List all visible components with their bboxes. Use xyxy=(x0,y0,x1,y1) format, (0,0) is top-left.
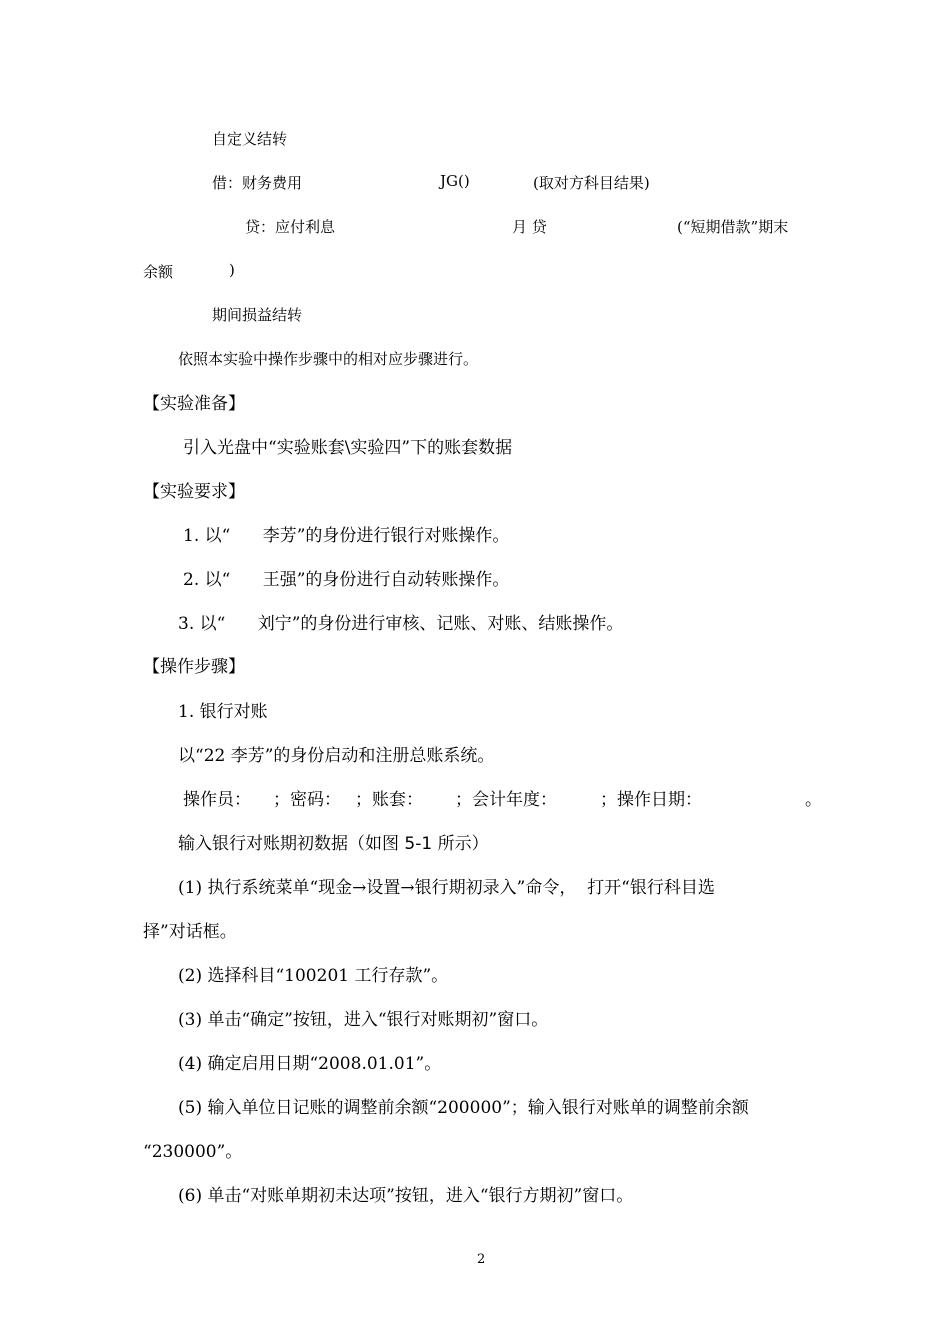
subsection-title: 输入银行对账期初数据（如图 5-1 所示） xyxy=(178,834,489,854)
period-pl-transfer-heading: 期间损益结转 xyxy=(212,306,303,324)
step1-login-text: 以“22 李芳”的身份启动和注册总账系统。 xyxy=(178,746,495,766)
debit-line-formula: JG() xyxy=(440,172,470,190)
req-section-title: 【实验要求】 xyxy=(143,482,245,502)
step-paragraph: (2) 选择科目“100201 工行存款”。 xyxy=(178,966,449,986)
step-paragraph: (3) 单击“确定”按钮，进入“银行对账期初”窗口。 xyxy=(178,1010,549,1030)
step-paragraph-cont: “230000”。 xyxy=(143,1142,243,1162)
step-paragraph: (5) 输入单位日记账的调整前余额“200000”；输入银行对账单的调整前余额 xyxy=(178,1098,749,1118)
step-paragraph: (4) 确定启用日期“2008.01.01”。 xyxy=(178,1054,442,1074)
instruction-text: 依照本实验中操作步骤中的相对应步骤进行。 xyxy=(178,350,479,368)
req-item: 1. 以“ 李芳”的身份进行银行对账操作。 xyxy=(183,526,510,546)
steps-section-title: 【操作步骤】 xyxy=(143,657,245,677)
custom-transfer-heading: 自定义结转 xyxy=(212,130,288,148)
req-item: 2. 以“ 王强”的身份进行自动转账操作。 xyxy=(183,570,510,590)
debit-line-label: 借：财务费用 xyxy=(212,174,303,192)
credit-line-formula: 月 贷 xyxy=(512,218,547,236)
debit-line-note: (取对方科目结果) xyxy=(533,174,650,192)
operator-label: 操作员： xyxy=(183,790,251,810)
step1-title: 1. 银行对账 xyxy=(178,702,268,722)
step-paragraph-cont: 择”对话框。 xyxy=(143,922,237,942)
credit-line-note: (“短期借款”期末 xyxy=(677,218,789,236)
credit-line-note-close: ) xyxy=(229,261,235,279)
password-label: ；密码： xyxy=(273,790,341,810)
credit-line-note-cont: 余额 xyxy=(143,263,174,281)
req-item: 3. 以“ 刘宁”的身份进行审核、记账、对账、结账操作。 xyxy=(178,614,624,634)
operation-date-label: ；操作日期： xyxy=(600,790,702,810)
account-label: ；账套： xyxy=(355,790,423,810)
page-number: 2 xyxy=(477,1252,486,1267)
credit-line-label: 贷：应付利息 xyxy=(245,218,336,236)
step-paragraph: (6) 单击“对账单期初未达项”按钮，进入“银行方期初”窗口。 xyxy=(178,1186,634,1206)
prep-section-text: 引入光盘中“实验账套\实验四”下的账套数据 xyxy=(183,438,513,458)
line-end-period: 。 xyxy=(805,790,822,810)
prep-section-title: 【实验准备】 xyxy=(143,394,245,414)
fiscal-year-label: ；会计年度： xyxy=(455,790,557,810)
step-paragraph: (1) 执行系统菜单“现金→设置→银行期初录入”命令， 打开“银行科目选 xyxy=(178,878,715,898)
